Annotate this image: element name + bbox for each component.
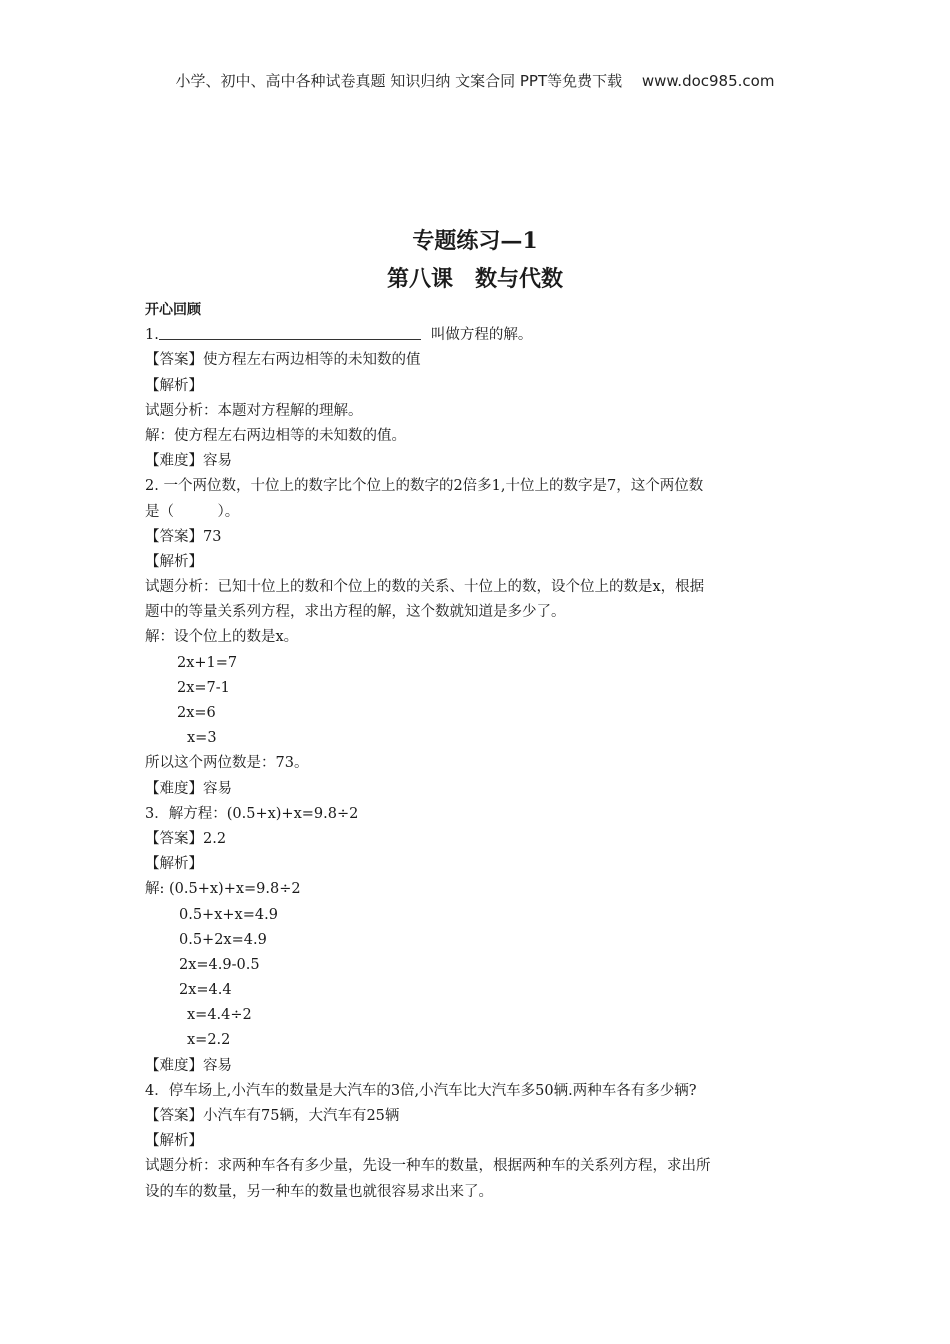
- solution-text: 解: (0.5+x)+x=9.8÷2: [145, 881, 301, 898]
- analysis-text: 试题分析：本题对方程解的理解。: [145, 402, 363, 419]
- solution-step: x=3: [187, 730, 217, 747]
- question-3: 3．解方程：(0.5+x)+x=9.8÷2: [145, 805, 359, 822]
- question-2-cont: 是（ ）。: [145, 503, 240, 520]
- difficulty-line: 【难度】容易: [145, 453, 232, 470]
- answer-line: 【答案】2.2: [145, 830, 227, 847]
- solution-step: 2x=6: [177, 705, 216, 721]
- page-subtitle: 第八课 数与代数: [386, 266, 563, 292]
- analysis-text: 试题分析：求两种车各有多少量，先设一种车的数量，根据两种车的关系列方程，求出所: [145, 1158, 711, 1175]
- answer-line: 【答案】73: [145, 528, 222, 545]
- solution-step: 2x=4.9-0.5: [179, 956, 260, 973]
- solution-step: x=2.2: [187, 1032, 231, 1049]
- conclusion-text: 所以这个两位数是：73。: [145, 755, 309, 772]
- question-2: 2. 一个两位数，十位上的数字比个位上的数字的2倍多1,十位上的数字是7，这个两位数: [145, 478, 704, 495]
- page-header: 小学、初中、高中各种试卷真题 知识归纳 文案合同 PPT等免费下载 www.doc985.com: [175, 72, 775, 90]
- solution-step: 2x=4.4: [179, 982, 232, 999]
- page-title: 专题练习—1: [412, 228, 538, 254]
- solution-text: 解：设个位上的数是x。: [145, 629, 299, 646]
- analysis-text: 题中的等量关系列方程，求出方程的解，这个数就知道是多少了。: [145, 604, 566, 621]
- question-1: [145, 323, 810, 348]
- solution-step: 0.5+2x=4.9: [179, 931, 267, 948]
- analysis-label: 【解析】: [145, 377, 203, 394]
- difficulty-line: 【难度】容易: [145, 780, 232, 797]
- answer-line: 【答案】小汽车有75辆，大汽车有25辆: [145, 1108, 400, 1124]
- solution-step: 2x=7-1: [177, 679, 230, 696]
- answer-blank: [159, 325, 421, 340]
- analysis-text: 设的车的数量，另一种车的数量也就很容易求出来了。: [145, 1183, 493, 1200]
- analysis-text: 试题分析：已知十位上的数和个位上的数的关系、十位上的数，设个位上的数是x，根据: [145, 579, 705, 596]
- analysis-label: 【解析】: [145, 856, 203, 873]
- question-text: 叫做方程的解。: [430, 327, 533, 344]
- solution-text: 解：使方程左右两边相等的未知数的值。: [145, 427, 406, 444]
- section-heading: 开心回顾: [145, 302, 201, 318]
- question-4: 4．停车场上,小汽车的数量是大汽车的3倍,小汽车比大汽车多50辆.两种车各有多少辆?: [145, 1082, 697, 1099]
- document-body: [145, 298, 810, 1205]
- solution-step: x=4.4÷2: [187, 1007, 252, 1024]
- answer-line: 【答案】使方程左右两边相等的未知数的值: [145, 352, 421, 369]
- difficulty-line: 【难度】容易: [145, 1057, 232, 1074]
- analysis-label: 【解析】: [145, 1133, 203, 1150]
- solution-step: 0.5+x+x=4.9: [179, 906, 278, 923]
- question-number: 1.: [145, 327, 159, 344]
- analysis-label: 【解析】: [145, 553, 203, 570]
- solution-step: 2x+1=7: [177, 654, 238, 671]
